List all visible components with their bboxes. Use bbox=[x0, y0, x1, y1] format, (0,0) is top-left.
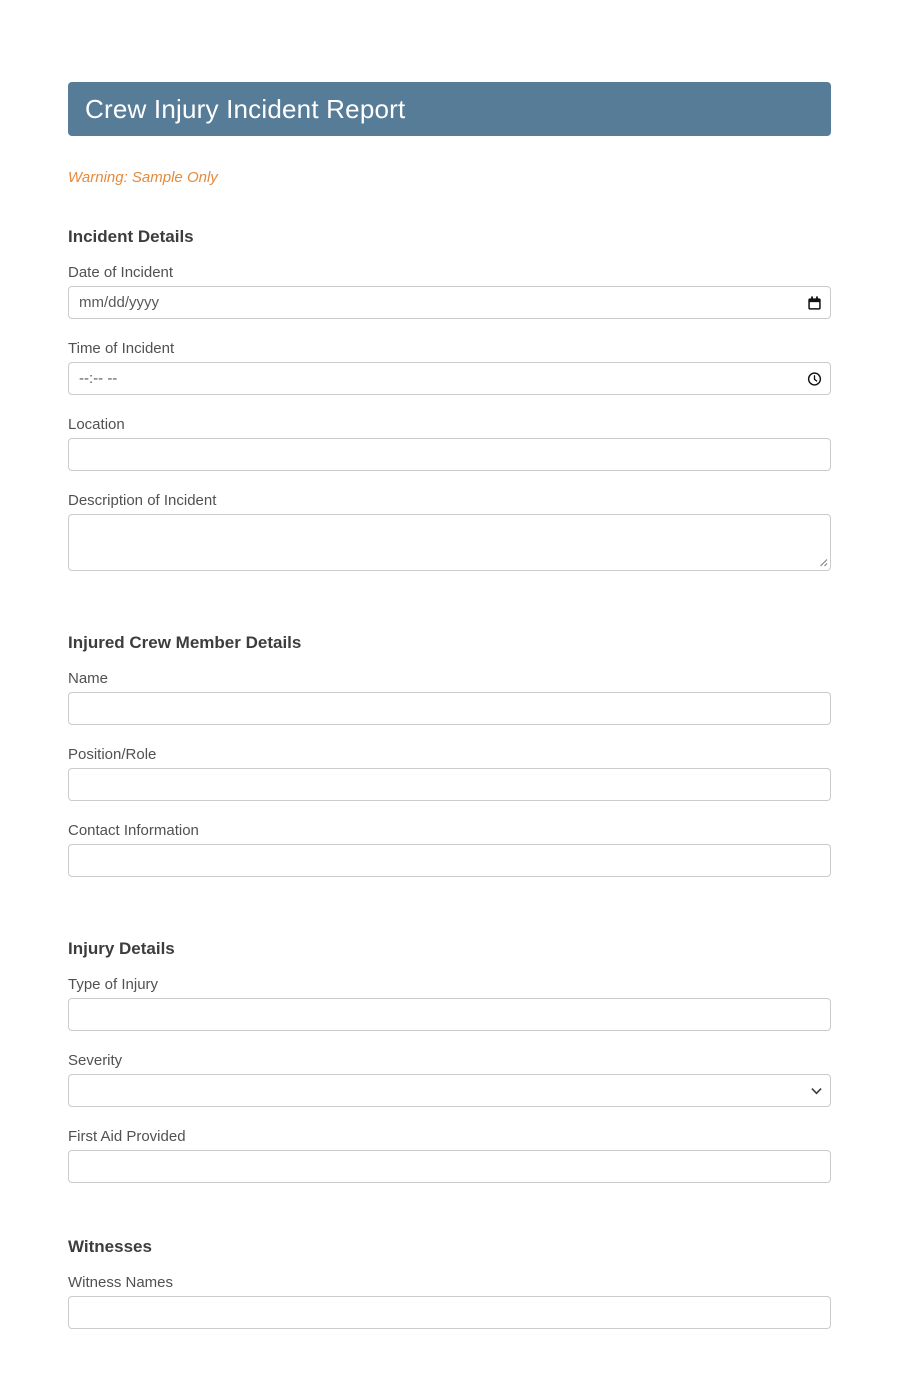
field-name bbox=[68, 670, 831, 725]
description-label: Description of Incident bbox=[68, 492, 217, 509]
section-injured-crew-member bbox=[68, 633, 831, 877]
type-of-injury-label: Type of Injury bbox=[68, 976, 159, 993]
witness-names-input[interactable] bbox=[68, 1296, 831, 1329]
sample-warning-text: Warning: Sample Only bbox=[68, 169, 218, 186]
name-input[interactable] bbox=[68, 692, 831, 725]
section-heading-injury-details: Injury Details bbox=[68, 939, 175, 958]
incident-report-form bbox=[68, 82, 831, 1329]
name-label: Name bbox=[68, 670, 109, 687]
section-heading-incident-details: Incident Details bbox=[68, 227, 194, 246]
field-description bbox=[68, 492, 831, 571]
location-input[interactable] bbox=[68, 438, 831, 471]
section-incident-details bbox=[68, 227, 831, 571]
field-severity bbox=[68, 1052, 831, 1107]
section-injury-details bbox=[68, 939, 831, 1183]
description-control bbox=[68, 514, 831, 571]
date-of-incident-control bbox=[68, 286, 831, 319]
contact-information-label: Contact Information bbox=[68, 822, 199, 839]
contact-information-control bbox=[68, 844, 831, 877]
severity-select[interactable] bbox=[68, 1074, 831, 1107]
field-location bbox=[68, 416, 831, 471]
location-control bbox=[68, 438, 831, 471]
position-role-control bbox=[68, 768, 831, 801]
location-label: Location bbox=[68, 416, 125, 433]
time-of-incident-input[interactable] bbox=[68, 362, 831, 395]
first-aid-provided-control bbox=[68, 1150, 831, 1183]
field-time-of-incident bbox=[68, 340, 831, 395]
section-witnesses bbox=[68, 1237, 831, 1329]
field-position-role bbox=[68, 746, 831, 801]
type-of-injury-input[interactable] bbox=[68, 998, 831, 1031]
chevron-down-icon bbox=[811, 1087, 822, 1095]
position-role-input[interactable] bbox=[68, 768, 831, 801]
date-of-incident-label: Date of Incident bbox=[68, 264, 174, 281]
time-of-incident-label: Time of Incident bbox=[68, 340, 175, 357]
witness-names-label: Witness Names bbox=[68, 1274, 174, 1291]
report-header bbox=[68, 82, 831, 136]
date-of-incident-input[interactable] bbox=[68, 286, 831, 319]
field-contact-information bbox=[68, 822, 831, 877]
severity-control bbox=[68, 1074, 831, 1107]
field-date-of-incident bbox=[68, 264, 831, 319]
field-type-of-injury bbox=[68, 976, 831, 1031]
witness-names-control bbox=[68, 1296, 831, 1329]
section-heading-injured-crew-member: Injured Crew Member Details bbox=[68, 633, 302, 652]
page-title: Crew Injury Incident Report bbox=[85, 93, 406, 124]
field-first-aid-provided bbox=[68, 1128, 831, 1183]
position-role-label: Position/Role bbox=[68, 746, 157, 763]
severity-label: Severity bbox=[68, 1052, 123, 1069]
first-aid-provided-label: First Aid Provided bbox=[68, 1128, 186, 1145]
clock-icon[interactable] bbox=[807, 371, 822, 386]
description-textarea[interactable] bbox=[68, 514, 831, 571]
type-of-injury-control bbox=[68, 998, 831, 1031]
contact-information-input[interactable] bbox=[68, 844, 831, 877]
calendar-icon[interactable] bbox=[807, 295, 822, 310]
first-aid-provided-input[interactable] bbox=[68, 1150, 831, 1183]
section-heading-witnesses: Witnesses bbox=[68, 1237, 152, 1256]
field-witness-names bbox=[68, 1274, 831, 1329]
time-of-incident-control bbox=[68, 362, 831, 395]
name-control bbox=[68, 692, 831, 725]
